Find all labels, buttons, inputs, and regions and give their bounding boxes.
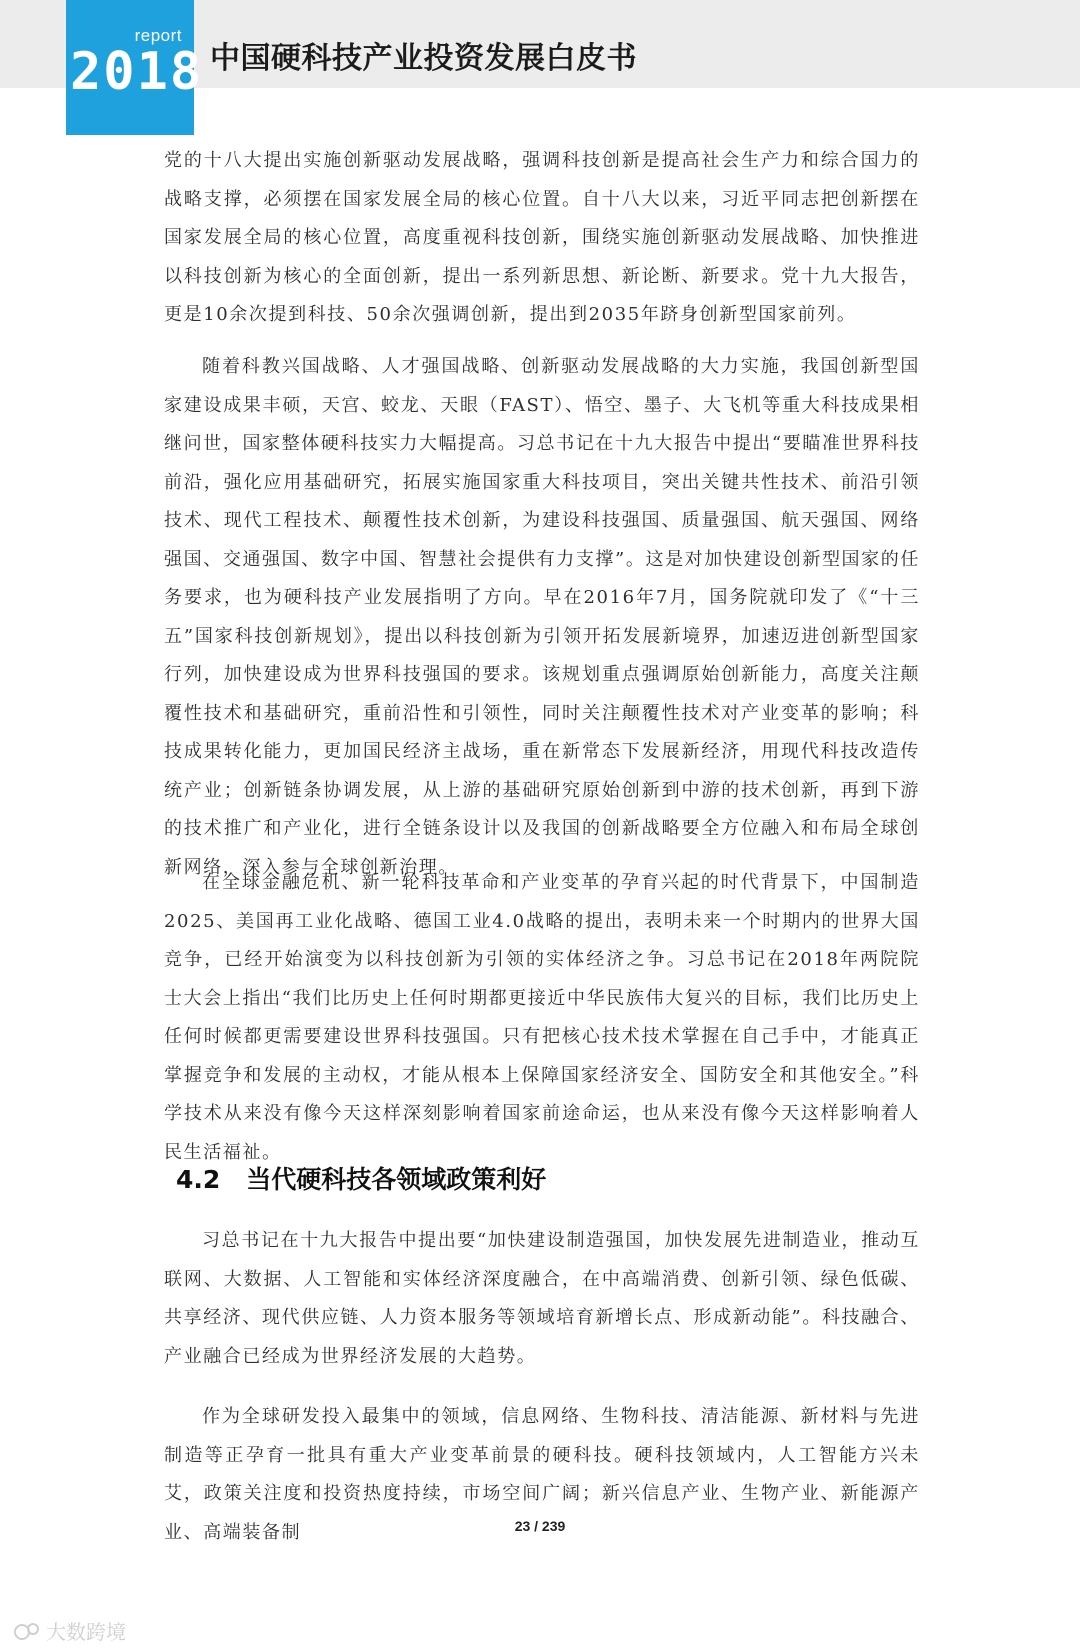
section-title: 当代硬科技各领域政策利好 (246, 1165, 547, 1194)
year-label: 2018 (70, 42, 204, 102)
report-year-badge (66, 0, 204, 135)
report-label: report (134, 26, 182, 45)
paragraph-3: 在全球金融危机、新一轮科技革命和产业变革的孕育兴起的时代背景下，中国制造2025、美国再工业化战略、德国工业4.0战略的提出，表明未来一个时期内的世界大国竞争，已经开始演变为以科技创新为引领的实体经济之争。习总书记在2018年两院院士大会上指出“我们比历史上任何时期都更接近中华民族伟大复兴的目标，我们比历史上任何时候都更需要建设世界科技强国。只有把核心技术技术掌握在自己手中，才能真正掌握竞争和发展的主动权，才能从根本上保障国家经济安全、国防安全和其他安全。”科学技术从来没有像今天这样深刻影响着国家前途命运，也从来没有像今天这样影响着人民生活福祉。 (164, 872, 920, 1163)
watermark-logo-icon (14, 1620, 40, 1642)
page-number: 23 / 239 (514, 1518, 566, 1534)
document-title: 中国硬科技产业投资发展白皮书 (210, 41, 637, 76)
paragraph-1: 党的十八大提出实施创新驱动发展战略，强调科技创新是提高社会生产力和综合国力的战略支撑，必须摆在国家发展全局的核心位置。自十八大以来，习近平同志把创新摆在国家发展全局的核心位置，高度重视科技创新，围绕实施创新驱动发展战略、加快推进以科技创新为核心的全面创新，提出一系列新思想、新论断、新要求。党十九大报告，更是10余次提到科技、50余次强调创新，提出到2035年跻身创新型国家前列。 (164, 150, 920, 325)
paragraph-5: 作为全球研发投入最集中的领域，信息网络、生物科技、清洁能源、新材料与先进制造等正孕育一批具有重大产业变革前景的硬科技。硬科技领域内，人工智能方兴未艾，政策关注度和投资热度持续，市场空间广阔；新兴信息产业、生物产业、新能源产业、高端装备制 (164, 1406, 920, 1543)
watermark (14, 1616, 126, 1645)
paragraph-4: 习总书记在十九大报告中提出要“加快建设制造强国，加快发展先进制造业，推动互联网、大数据、人工智能和实体经济深度融合，在中高端消费、创新引领、绿色低碳、共享经济、现代供应链、人力资本服务等领域培育新增长点、形成新动能”。科技融合、产业融合已经成为世界经济发展的大趋势。 (164, 1230, 920, 1367)
paragraph-2: 随着科教兴国战略、人才强国战略、创新驱动发展战略的大力实施，我国创新型国家建设成果丰硕，天宫、蛟龙、天眼（FAST）、悟空、墨子、大飞机等重大科技成果相继问世，国家整体硬科技实力大幅提高。习总书记在十九大报告中提出“要瞄准世界科技前沿，强化应用基础研究，拓展实施国家重大科技项目，突出关键共性技术、前沿引领技术、现代工程技术、颠覆性技术创新，为建设科技强国、质量强国、航天强国、网络强国、交通强国、数字中国、智慧社会提供有力支撑”。这是对加快建设创新型国家的任务要求，也为硬科技产业发展指明了方向。早在2016年7月，国务院就印发了《“十三五”国家科技创新规划》，提出以科技创新为引领开拓发展新境界，加速迈进创新型国家行列，加快建设成为世界科技强国的要求。该规划重点强调原始创新能力，高度关注颠覆性技术和基础研究，重前沿性和引领性，同时关注颠覆性技术对产业变革的影响；科技成果转化能力，更加国民经济主战场，重在新常态下发展新经济，用现代科技改造传统产业；创新链条协调发展，从上游的基础研究原始创新到中游的技术创新，再到下游的技术推广和产业化，进行全链条设计以及我国的创新战略要全方位融入和布局全球创新网络，深入参与全球创新治理。 (164, 356, 920, 878)
section-number: 4.2 (176, 1165, 221, 1194)
section-heading (176, 1160, 546, 1196)
watermark-text: 大数跨境 (46, 1620, 126, 1644)
